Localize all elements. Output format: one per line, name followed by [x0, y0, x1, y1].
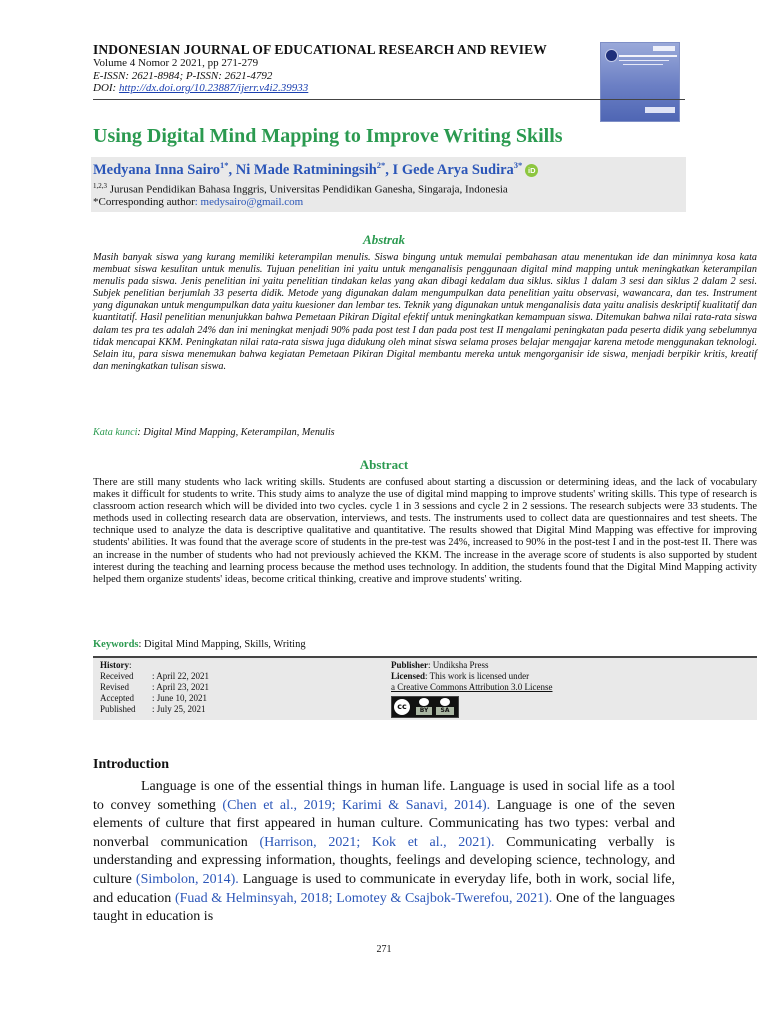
doi-line: [93, 82, 308, 94]
issn-line: E-ISSN: 2621-8984; P-ISSN: 2621-4792: [93, 70, 273, 82]
header-divider: [93, 99, 685, 100]
abstrak-heading: Abstrak: [363, 232, 405, 247]
abstract-heading: Abstract: [359, 457, 409, 472]
volume-line: Volume 4 Nomor 2 2021, pp 271-279: [93, 57, 259, 69]
share-alike-icon: [440, 698, 450, 706]
publisher-info: Publisher : Undiksha Press Licensed : This work is licensed under a Creative Commons Attribution 3.0 License: [391, 660, 553, 692]
introduction-body: Language is one of the essential things in human life. Language is used in social life as a tool to convey something (Chen et al., 2019; Karimi & Sanavi, 2014). Language is one of the seven elements of culture that first appeared in human culture. Communicating has two types: verbal and nonverbal communication (Harrison, 2021; Kok et al., 2021). Communicating verbally is understanding and expressing information, thoughts, feelings and developing science, technology, and culture (Simbolon, 2014). Language is used to communicate in everyday life, both in work, social life, and education (Fuad & Helminsyah, 2018; Lomotey & Csajbok-Twerefou, 2021). One of the languages taught in education is: [93, 779, 675, 925]
orcid-icon[interactable]: iD: [525, 164, 538, 177]
citation[interactable]: (Chen et al., 2019; Karimi & Sanavi, 2014).: [222, 797, 491, 813]
license-link[interactable]: a Creative Commons Attribution 3.0 License: [391, 682, 553, 692]
corresponding-email[interactable]: : medysairo@gmail.com: [194, 196, 304, 208]
page-number: 271: [376, 944, 392, 955]
citation[interactable]: (Fuad & Helminsyah, 2018; Lomotey & Csajbok-Twerefou, 2021).: [174, 890, 553, 906]
corresponding-author: *Corresponding author: medysairo@gmail.com: [93, 196, 304, 208]
citation[interactable]: (Harrison, 2021; Kok et al., 2021).: [259, 834, 495, 850]
cc-license-badge[interactable]: cc BY SA: [391, 696, 459, 718]
author-2: Ni Made Ratminingsih: [235, 161, 377, 178]
history-dates: History : Received : April 22, 2021 Revised : April 23, 2021 Accepted : June 10, 2021 Published : July 25, 2021: [100, 660, 210, 714]
by-person-icon: [419, 698, 429, 706]
university-seal-icon: [605, 49, 618, 62]
introduction-heading: Introduction: [93, 757, 169, 772]
journal-cover-thumbnail: [600, 42, 680, 122]
keywords: Keywords: Digital Mind Mapping, Skills, Writing: [93, 639, 306, 650]
journal-name: INDONESIAN JOURNAL OF EDUCATIONAL RESEARCH AND REVIEW: [93, 42, 547, 57]
doi-label: DOI:: [93, 82, 117, 94]
abstract-text: There are still many students who lack writing skills. Students are confused about starting a discussion or determining ideas, and the lack of vocabulary makes it difficult for students to write. This study aims to analyze the use of digital mind mapping to improve students' writing skills. This type of research is classroom action research which will be divided into two cycles. cycle 1 in 3 sessions and cycle 2 in 2 sessions. The research subjects were 33 students. The methods used in collecting research data are observation, interviews, and tests. The instruments used to collect data are questionnaires and test sheets. The technique used to analyze the data is descriptive qualitative and quantitative. The results showed that Digital Mind Mapping was effective for improving students' abilities. It was found that the average score of students in the pre-test was 24%, increased to 90% in the post-test I and in the post-test II. There was an increase in the number of students who had not previously achieved the KKM. The increase in the average score of students is also supported by student interest during the teaching and learning process because the method uses technology. In addition, the students found that the Digital Mind Mapping activity helped them organize students' ideas, become critical thinking, creative and improve students' writing.: [93, 477, 757, 585]
kata-kunci: Kata kunci: Digital Mind Mapping, Keterampilan, Menulis: [93, 427, 335, 438]
affiliation: $^{1,2,3}$ Jurusan Pendidikan Bahasa Inggris, Universitas Pendidikan Ganesha, Singaraja, Indonesia: [93, 182, 508, 196]
author-1: Medyana Inna Sairo: [93, 161, 221, 178]
author-3: I Gede Arya Sudira: [392, 161, 514, 178]
paper-title: Using Digital Mind Mapping to Improve Writing Skills: [93, 125, 563, 147]
abstrak-text: Masih banyak siswa yang kurang memiliki keterampilan menulis. Siswa bingung untuk memulai pembahasan atau menentukan ide dan minimnya kosa kata membuat siswa kesulitan untuk menulis. Tujuan penelitian ini yaitu untuk menganalisis penggunaan digital mind mapping untuk meningkatkan keterampilan menulis pada siswa. Jenis penelitian ini yaitu penelitian tindakan kelas yang akan dibagi kedalam dua siklus. siklus 1 dalam 3 sesi dan siklus 2 dalam 2 sesi. Subjek penelitian berjumlah 33 peserta didik. Metode yang digunakan dalam mengumpulkan data penelitian yaitu observasi, wawancara, dan tes. Instrument yang digunakan untuk mengumpulkan data yaitu kuesioner dan lembar tes. Teknik yang digunakan untuk menganalisis data yaitu analisis deskriptif kualitatif dan kuantitatif. Hasil penelitian menunjukkan bahwa Pemetaan Pikiran Digital efektif untuk meningkatkan kemampuan siswa. Ditemukan bahwa nilai rata-rata siswa dalam tes pra tes adalah 24% dan ini meningkat menjadi 90% pada post test I dan pada post test II mengalami peningkatan pada peserta didik yang sebelumnya tidak mencapai KKM. Peningkatan nilai rata-rata siswa juga didukung oleh minat siswa selama proses belajar mengajar karena metode menggunakan teknologi. Selain itu, para siswa menemukan bahwa kegiatan Pemetaan Pikiran Digital membantu mereka untuk mengorganisir ide siswa, menjadi berpikir kritis, kreatif dan meningkatkan tulisan siswa.: [93, 252, 757, 372]
doi-link[interactable]: http://dx.doi.org/10.23887/ijerr.v4i2.39933: [118, 82, 309, 94]
author-list: Medyana Inna Sairo$^{1*}$, Ni Made Ratminingsih$^{2*}$, I Gede Arya Sudira$^{3*}$iD: [93, 160, 538, 179]
cc-icon: cc: [394, 699, 410, 715]
citation[interactable]: (Simbolon, 2014).: [135, 871, 239, 887]
